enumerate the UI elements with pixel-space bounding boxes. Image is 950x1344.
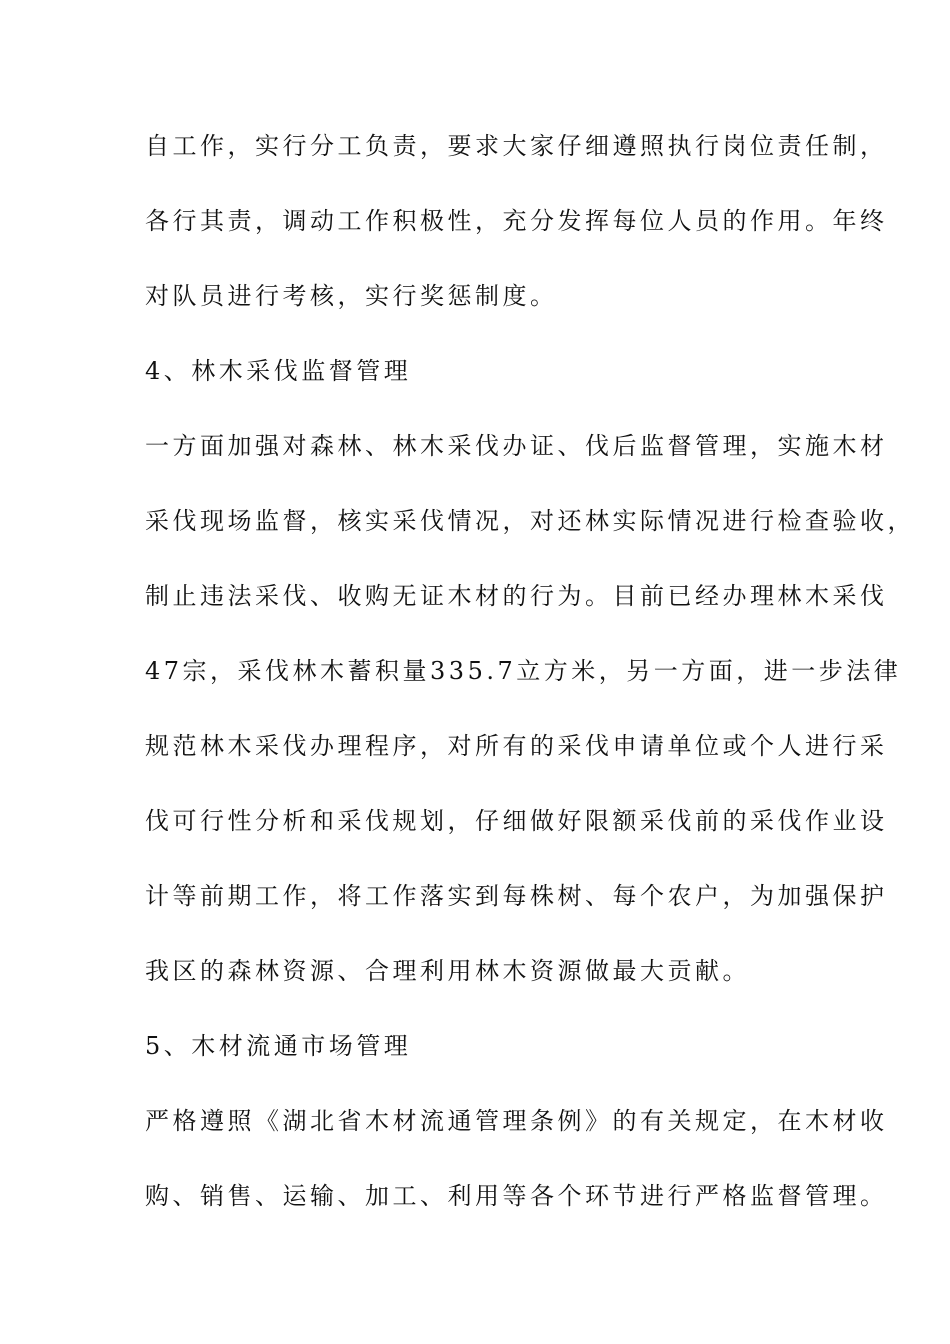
paragraph-line: 采伐现场监督，核实采伐情况，对还林实际情况进行检查验收， — [145, 507, 915, 535]
paragraph-line: 47宗，采伐林木蓄积量335.7立方米，另一方面，进一步法律 — [145, 657, 902, 685]
paragraph-line: 严格遵照《湖北省木材流通管理条例》的有关规定，在木材收 — [145, 1107, 888, 1135]
paragraph-line: 制止违法采伐、收购无证木材的行为。目前已经办理林木采伐 — [145, 582, 888, 610]
paragraph-line: 对队员进行考核，实行奖惩制度。 — [145, 282, 558, 310]
section-heading-5: 5、木材流通市场管理 — [145, 1032, 412, 1060]
paragraph-line: 伐可行性分析和采伐规划，仔细做好限额采伐前的采伐作业设 — [145, 807, 888, 835]
paragraph-line: 规范林木采伐办理程序，对所有的采伐申请单位或个人进行采 — [145, 732, 888, 760]
section-heading-4: 4、林木采伐监督管理 — [145, 357, 412, 385]
paragraph-line: 我区的森林资源、合理利用林木资源做最大贡献。 — [145, 957, 750, 985]
paragraph-line: 一方面加强对森林、林木采伐办证、伐后监督管理，实施木材 — [145, 432, 888, 460]
paragraph-line: 各行其责，调动工作积极性，充分发挥每位人员的作用。年终 — [145, 207, 888, 235]
document-body — [145, 126, 915, 1251]
paragraph-line: 购、销售、运输、加工、利用等各个环节进行严格监督管理。 — [145, 1182, 888, 1210]
paragraph-line: 自工作，实行分工负责，要求大家仔细遵照执行岗位责任制， — [145, 132, 888, 160]
paragraph-line: 计等前期工作，将工作落实到每株树、每个农户，为加强保护 — [145, 882, 888, 910]
